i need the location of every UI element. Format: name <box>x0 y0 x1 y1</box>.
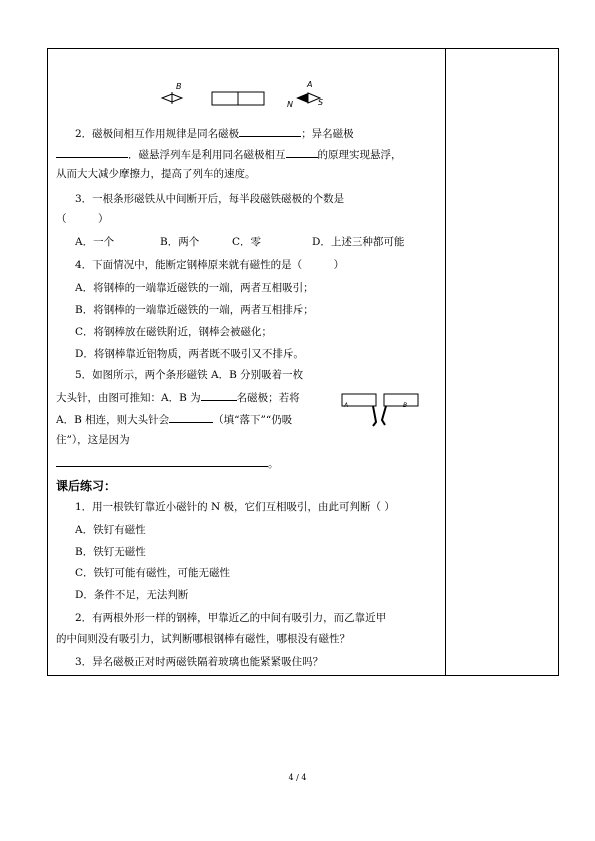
table-column-divider <box>445 48 446 676</box>
q4-option-a: A．将钢棒的一端靠近磁铁的一端，两者互相吸引； <box>75 282 314 294</box>
q2-blank-1[interactable] <box>239 125 301 137</box>
after-q1-option-a: A．铁钉有磁性 <box>75 524 146 536</box>
q4-option-d: D．将钢棒靠近铝物质，两者既不吸引又不排斥。 <box>75 348 304 360</box>
q5-blank-1[interactable] <box>201 389 237 401</box>
after-q2-line-1: 2．有两根外形一样的钢棒，甲靠近乙的中间有吸引力，而乙靠近甲 <box>75 612 387 624</box>
q2-line-3: 从而大大减少摩擦力，提高了列车的速度。 <box>56 168 256 180</box>
q5-blank-3[interactable] <box>56 455 268 467</box>
fig-label-a: A <box>344 402 349 409</box>
q4-option-c: C．将钢棒放在磁铁附近，钢棒会被磁化； <box>75 326 273 338</box>
q3-option-c: C．零 <box>232 236 262 248</box>
q2-blank-2[interactable] <box>56 146 128 158</box>
after-q1-option-c: C．铁钉可能有磁性，可能无磁性 <box>75 567 231 579</box>
fig-label-b: B <box>403 402 408 409</box>
q4-option-b: B．将钢棒的一端靠近磁铁的一端，两者互相排斥； <box>75 304 314 316</box>
q4-stem: 4．下面情况中，能断定钢棒原来就有磁性的是（ ） <box>75 259 345 271</box>
needle-label-n: N <box>287 100 293 109</box>
compass-needle-left-icon <box>162 92 182 104</box>
after-q1-option-b: B．铁钉无磁性 <box>75 546 146 558</box>
needle-label-b: B <box>176 82 182 91</box>
after-class-heading: 课后练习： <box>56 479 117 493</box>
page-number: 4 / 4 <box>288 773 307 782</box>
q5-line-1: 5．如图所示，两个条形磁铁 A．B 分别吸着一枚 <box>75 369 304 381</box>
q3-answer-paren: （ ） <box>56 213 109 225</box>
compass-needle-right-icon <box>296 93 320 103</box>
magnet-pins-figure <box>340 392 420 432</box>
q3-option-d: D．上述三种都可能 <box>312 236 405 248</box>
table-border <box>47 48 559 676</box>
magnet-figure-top <box>160 82 330 112</box>
q5-line-5: 。 <box>56 455 279 471</box>
bar-magnet-icon <box>212 92 264 105</box>
q3-option-b: B．两个 <box>160 236 200 248</box>
after-q1-option-d: D．条件不足，无法判断 <box>75 589 189 601</box>
after-q2-line-2: 的中间则没有吸引力，试判断哪根钢棒有磁性，哪根没有磁性？ <box>56 633 350 645</box>
q3-option-a: A．一个 <box>75 236 115 248</box>
q5-line-2: 大头针，由图可推知：A．B 为 名磁极；若将 <box>56 389 300 405</box>
after-q3: 3．异名磁极正对时两磁铁隔着玻璃也能紧紧吸住吗？ <box>75 656 324 668</box>
q2-blank-3[interactable] <box>286 146 318 158</box>
needle-label-a: A <box>307 80 313 89</box>
q5-line-4: 住”），这是因为 <box>56 434 130 446</box>
q2-line-2: ．磁悬浮列车是利用同名磁极相互 的原理实现悬浮， <box>56 146 402 162</box>
needle-label-s: S <box>318 98 324 107</box>
q2-line-1: 2．磁极间相互作用规律是同名磁极 ；异名磁极 <box>75 125 354 141</box>
q3-stem: 3．一根条形磁铁从中间断开后，每半段磁铁磁极的个数是 <box>75 193 345 205</box>
q5-blank-2[interactable] <box>169 411 213 423</box>
q5-line-3: A．B 相连，则大头针会 （填“落下”“仍吸 <box>56 411 292 427</box>
after-q1-stem: 1．用一根铁钉靠近小磁针的 N 极，它们互相吸引，由此可判断（ ） <box>75 501 395 513</box>
